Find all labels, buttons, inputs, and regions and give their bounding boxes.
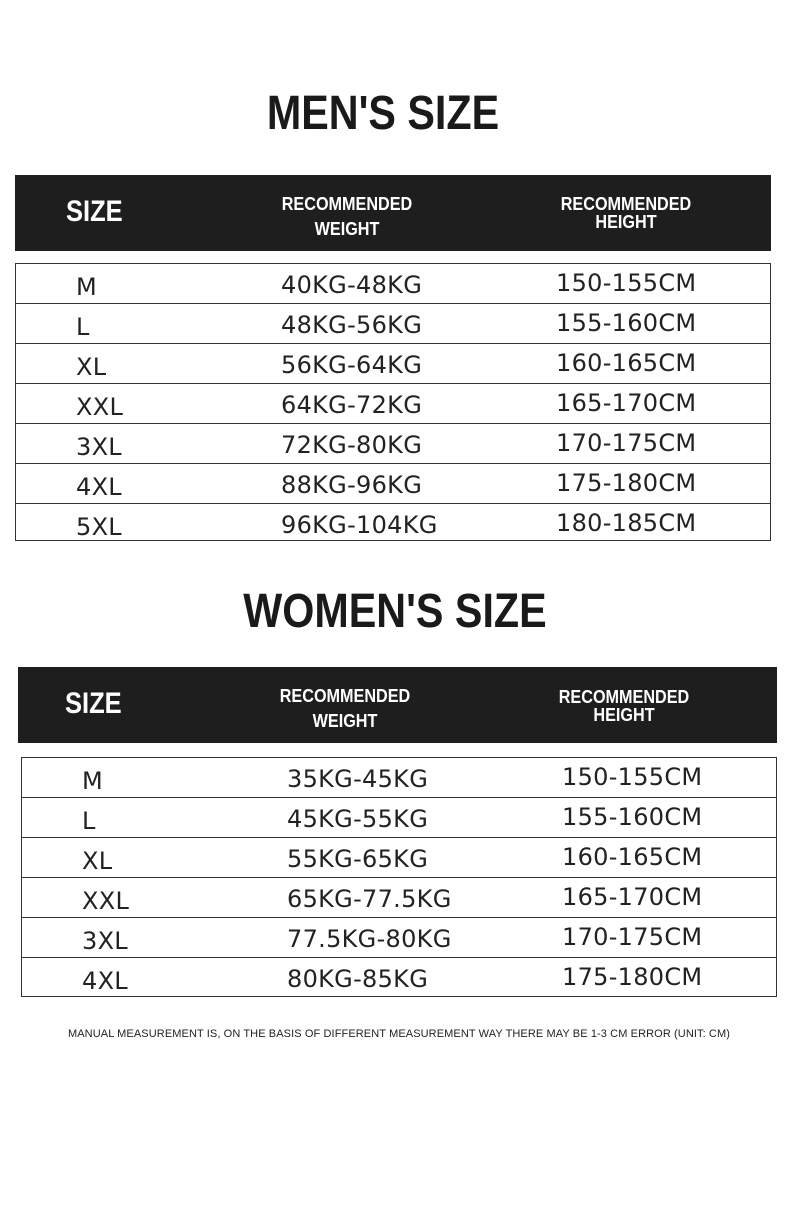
mens-header-bar bbox=[15, 175, 771, 251]
size-cell: 3XL bbox=[76, 433, 122, 461]
table-row bbox=[16, 384, 770, 424]
womens-header-height bbox=[543, 688, 705, 724]
womens-header-size: SIZE bbox=[65, 687, 122, 720]
height-cell: 150-155CM bbox=[556, 269, 697, 297]
table-row bbox=[16, 464, 770, 504]
size-cell: XL bbox=[82, 847, 113, 875]
size-cell: L bbox=[76, 313, 90, 341]
size-cell: 4XL bbox=[76, 473, 122, 501]
height-cell: 165-170CM bbox=[556, 389, 697, 417]
height-cell: 175-180CM bbox=[556, 469, 697, 497]
height-cell: 160-165CM bbox=[556, 349, 697, 377]
table-row bbox=[22, 878, 776, 918]
height-cell: 170-175CM bbox=[562, 923, 703, 951]
size-cell: 3XL bbox=[82, 927, 128, 955]
mens-header-height-line2: HEIGHT bbox=[595, 212, 657, 232]
size-cell: M bbox=[76, 273, 98, 301]
size-cell: 4XL bbox=[82, 967, 128, 995]
weight-cell: 77.5KG-80KG bbox=[287, 925, 452, 953]
mens-header-weight bbox=[266, 192, 428, 242]
mens-header-height-line1: RECOMMENDED bbox=[560, 194, 692, 214]
weight-cell: 65KG-77.5KG bbox=[287, 885, 452, 913]
measurement-note: MANUAL MEASUREMENT IS, ON THE BASIS OF DIFFERENT MEASUREMENT WAY THERE MAY BE 1-3 CM ERROR (UNIT: CM) bbox=[67, 1028, 731, 1040]
womens-header-weight-line1: RECOMMENDED bbox=[279, 686, 411, 706]
table-row bbox=[16, 344, 770, 384]
height-cell: 155-160CM bbox=[562, 803, 703, 831]
height-cell: 150-155CM bbox=[562, 763, 703, 791]
weight-cell: 55KG-65KG bbox=[287, 845, 429, 873]
womens-header-bar bbox=[18, 667, 777, 743]
height-cell: 170-175CM bbox=[556, 429, 697, 457]
height-cell: 180-185CM bbox=[556, 509, 697, 537]
womens-header-height-line1: RECOMMENDED bbox=[558, 687, 690, 707]
weight-cell: 96KG-104KG bbox=[281, 511, 438, 539]
womens-header-height-line2: HEIGHT bbox=[593, 705, 655, 725]
mens-header-height bbox=[545, 195, 707, 231]
weight-cell: 72KG-80KG bbox=[281, 431, 423, 459]
table-row bbox=[16, 424, 770, 464]
size-cell: 5XL bbox=[76, 513, 122, 541]
size-cell: XXL bbox=[82, 887, 130, 915]
womens-header-weight-line2: WEIGHT bbox=[312, 711, 378, 731]
height-cell: 160-165CM bbox=[562, 843, 703, 871]
weight-cell: 45KG-55KG bbox=[287, 805, 429, 833]
weight-cell: 56KG-64KG bbox=[281, 351, 423, 379]
size-cell: L bbox=[82, 807, 96, 835]
table-row bbox=[22, 958, 776, 998]
table-row bbox=[22, 918, 776, 958]
weight-cell: 40KG-48KG bbox=[281, 271, 423, 299]
size-cell: XXL bbox=[76, 393, 124, 421]
mens-header-weight-line2: WEIGHT bbox=[314, 219, 380, 239]
table-row bbox=[16, 504, 770, 544]
mens-size-table bbox=[15, 263, 771, 541]
weight-cell: 80KG-85KG bbox=[287, 965, 429, 993]
weight-cell: 48KG-56KG bbox=[281, 311, 423, 339]
womens-size-table bbox=[21, 757, 777, 997]
mens-header-weight-line1: RECOMMENDED bbox=[281, 194, 413, 214]
weight-cell: 88KG-96KG bbox=[281, 471, 423, 499]
mens-header-size: SIZE bbox=[66, 195, 123, 228]
height-cell: 175-180CM bbox=[562, 963, 703, 991]
size-cell: XL bbox=[76, 353, 107, 381]
table-row bbox=[22, 758, 776, 798]
size-cell: M bbox=[82, 767, 104, 795]
womens-header-weight bbox=[264, 684, 426, 734]
height-cell: 165-170CM bbox=[562, 883, 703, 911]
table-row bbox=[22, 838, 776, 878]
womens-size-title: WOMEN'S SIZE bbox=[243, 585, 547, 638]
table-row bbox=[16, 304, 770, 344]
height-cell: 155-160CM bbox=[556, 309, 697, 337]
weight-cell: 64KG-72KG bbox=[281, 391, 423, 419]
table-row bbox=[22, 798, 776, 838]
mens-size-title: MEN'S SIZE bbox=[266, 87, 500, 140]
weight-cell: 35KG-45KG bbox=[287, 765, 429, 793]
table-row bbox=[16, 264, 770, 304]
